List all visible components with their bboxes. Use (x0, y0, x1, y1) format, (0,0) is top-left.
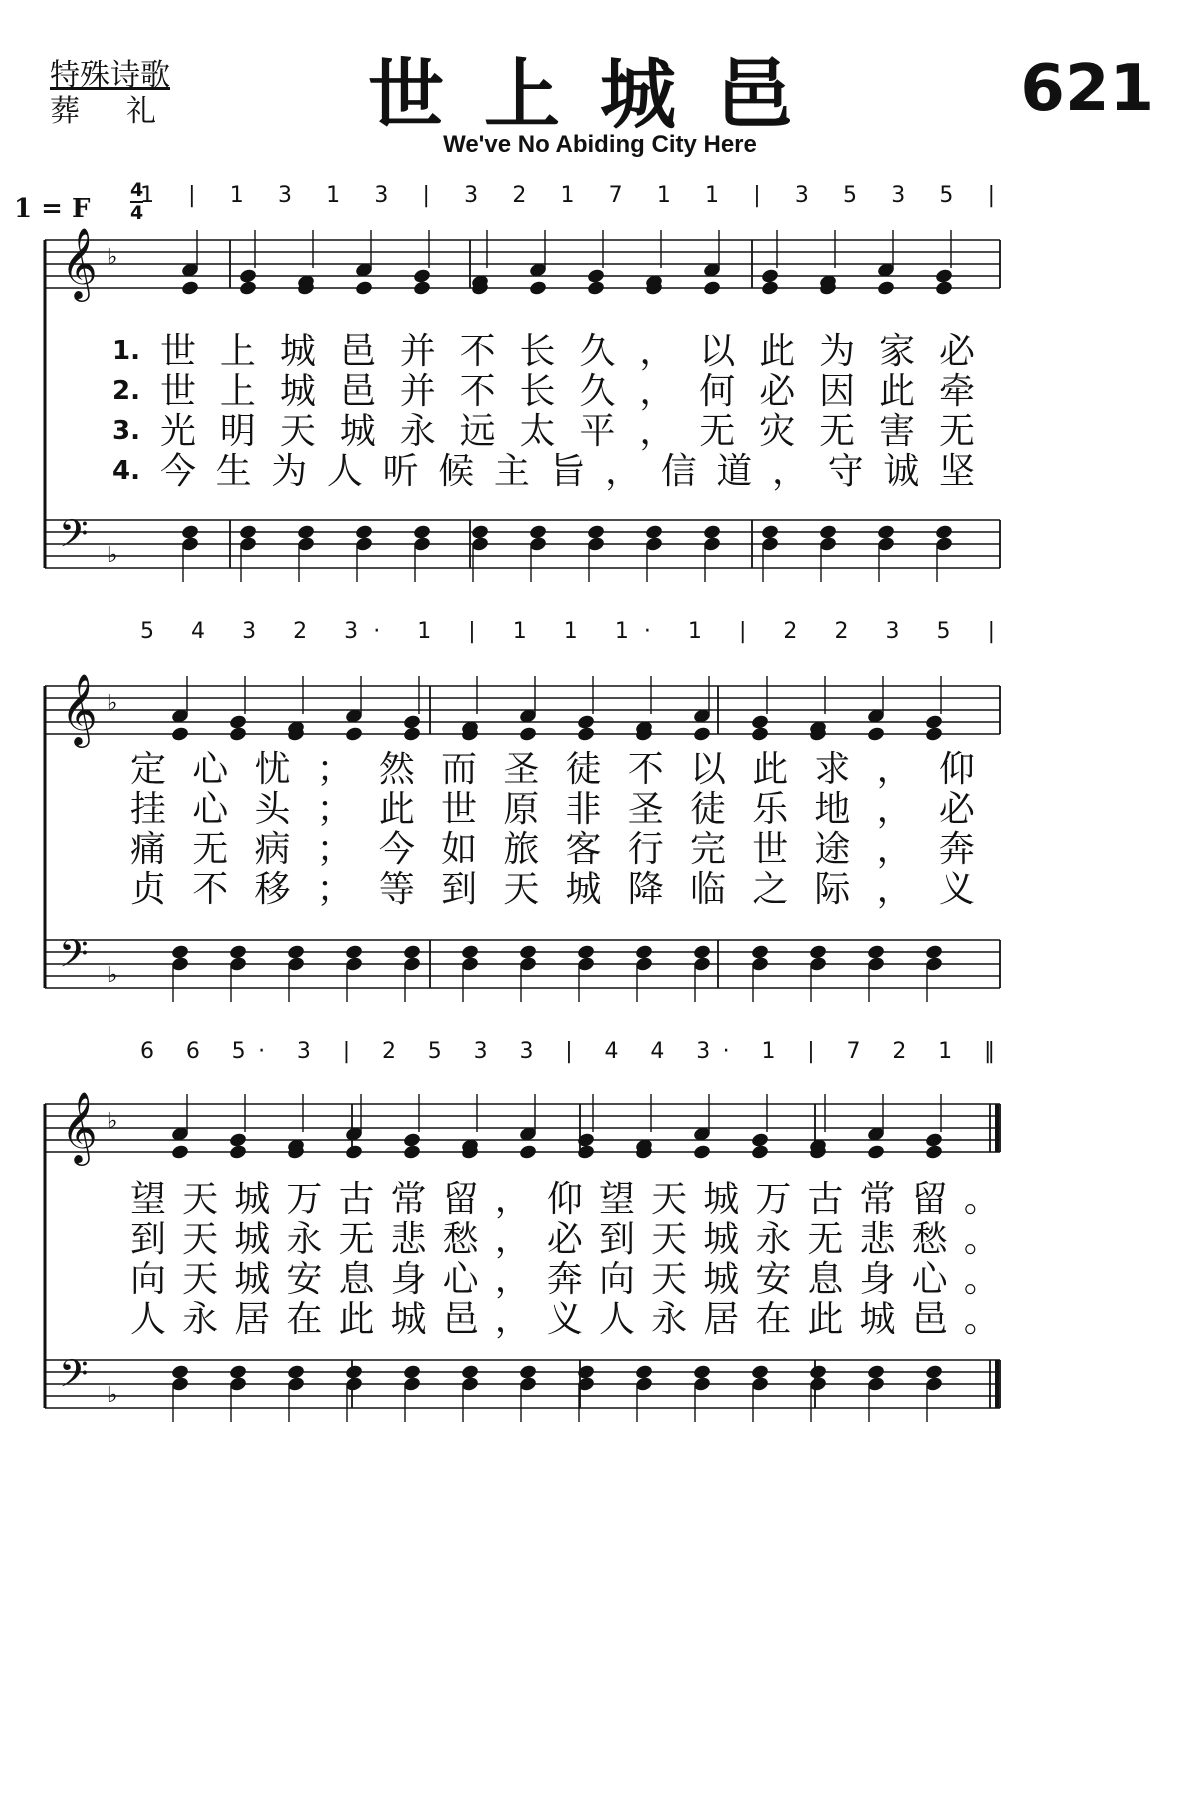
lyric-char: 牵 (938, 371, 975, 412)
lyric-line (130, 1218, 1000, 1262)
treble-note-head (344, 726, 363, 743)
lyric-char: ， (494, 1219, 531, 1260)
lyric-char: 永 (182, 1299, 219, 1340)
lyric-char: 道 (716, 451, 753, 492)
treble-note-head (876, 280, 895, 297)
lyric-char: ， (639, 411, 676, 452)
lyric-char: 城 (279, 331, 316, 372)
lyric-char: 义 (546, 1299, 583, 1340)
lyric-char: 安 (286, 1259, 323, 1300)
lyric-char: 世 (160, 371, 197, 412)
lyric-char: 奔 (938, 829, 975, 870)
lyric-char: 留 (442, 1179, 479, 1220)
treble-note-head (518, 1144, 537, 1161)
category-text: 特殊诗歌 (50, 58, 170, 93)
treble-note-head (750, 1144, 769, 1161)
lyric-char: ； (316, 829, 353, 870)
lyric-line (130, 828, 975, 872)
treble-note-head (760, 280, 779, 297)
lyric-char: ， (494, 1259, 531, 1300)
lyric-char: 坚 (938, 451, 975, 492)
lyric-char: 久 (579, 371, 616, 412)
lyric-char: 光 (160, 411, 197, 452)
treble-note-head (180, 280, 199, 297)
lyric-char: 无 (192, 829, 229, 870)
lyric-char: 太 (519, 411, 556, 452)
treble-note-head (866, 1144, 885, 1161)
lyric-char: 愁 (911, 1219, 948, 1260)
lyric-char: 城 (703, 1179, 740, 1220)
lyric-char: 诚 (883, 451, 920, 492)
lyric-char: 古 (338, 1179, 375, 1220)
lyric-char: 家 (879, 331, 916, 372)
lyric-char: 在 (286, 1299, 323, 1340)
lyric-char: 天 (182, 1219, 219, 1260)
lyric-char: 到 (598, 1219, 635, 1260)
lyric-char: 万 (286, 1179, 323, 1220)
lyric-line (130, 868, 975, 912)
lyric-char: 无 (819, 411, 856, 452)
lyric-char: 无 (338, 1219, 375, 1260)
lyric-char: 上 (219, 371, 256, 412)
jianpu-row: 6 6 5· 3 | 2 5 3 3 | 4 4 3· 1 | 7 2 1 ‖ (140, 1039, 995, 1064)
lyric-char: 主 (493, 451, 530, 492)
verse-number: 2. (112, 376, 140, 406)
lyric-char: 。 (963, 1299, 1000, 1340)
lyric-char: 世 (441, 789, 478, 830)
lyric-char: 听 (382, 451, 419, 492)
lyric-char: 求 (814, 749, 851, 790)
treble-note-head (238, 280, 257, 297)
lyric-char: 。 (963, 1219, 1000, 1260)
lyric-char: 向 (598, 1259, 635, 1300)
lyric-char: 徒 (565, 749, 602, 790)
lyric-char: 原 (503, 789, 540, 830)
lyric-char: 心 (911, 1259, 948, 1300)
lyric-char: 留 (911, 1179, 948, 1220)
lyric-char: 城 (234, 1219, 271, 1260)
lyric-char: 完 (689, 829, 726, 870)
lyric-char: 天 (279, 411, 316, 452)
lyric-char: 长 (519, 371, 556, 412)
verse-number: 4. (112, 456, 140, 486)
lyric-char: 为 (819, 331, 856, 372)
lyric-char: 息 (807, 1259, 844, 1300)
lyric-char: 世 (160, 331, 197, 372)
lyric-char: 心 (192, 789, 229, 830)
time-top: 4 (130, 179, 144, 201)
lyric-char: 向 (130, 1259, 167, 1300)
lyric-char: 在 (755, 1299, 792, 1340)
lyric-char: 望 (598, 1179, 635, 1220)
lyric-char: 常 (859, 1179, 896, 1220)
treble-note-head (228, 1144, 247, 1161)
treble-note-head (866, 726, 885, 743)
treble-note-head (528, 280, 547, 297)
lyric-char: 不 (192, 869, 229, 910)
lyric-char: 愁 (442, 1219, 479, 1260)
treble-note-head (692, 726, 711, 743)
treble-clef-icon: 𝄞 (61, 672, 98, 745)
lyric-char: 然 (378, 749, 415, 790)
flat-icon: ♭ (107, 691, 118, 716)
lyric-char: 永 (651, 1299, 688, 1340)
flat-icon: ♭ (107, 963, 118, 988)
lyric-char: 城 (234, 1179, 271, 1220)
lyric-char: ， (772, 451, 809, 492)
lyric-char: ， (876, 789, 913, 830)
lyric-char: 城 (390, 1299, 427, 1340)
lyric-char: 天 (182, 1179, 219, 1220)
lyric-char: 天 (503, 869, 540, 910)
lyric-char: 以 (699, 331, 736, 372)
lyric-char: 身 (859, 1259, 896, 1300)
lyric-char: ， (876, 869, 913, 910)
lyric-char: 。 (963, 1259, 1000, 1300)
lyric-char: 城 (279, 371, 316, 412)
lyric-char: 旨 (549, 451, 586, 492)
lyric-char: ； (316, 749, 353, 790)
lyric-char: 无 (938, 411, 975, 452)
flat-icon: ♭ (107, 543, 118, 568)
lyric-char: 际 (814, 869, 851, 910)
treble-note-head (228, 726, 247, 743)
lyric-char: 必 (938, 331, 975, 372)
treble-note-head (702, 280, 721, 297)
lyric-char: 今 (160, 451, 197, 492)
lyric-char: 痛 (130, 829, 167, 870)
lyric-char: 无 (699, 411, 736, 452)
lyric-char: 平 (579, 411, 616, 452)
lyric-char: 为 (271, 451, 308, 492)
treble-note-head (402, 1144, 421, 1161)
treble-note-head (518, 726, 537, 743)
lyric-char: 身 (390, 1259, 427, 1300)
time-bottom: 4 (130, 202, 144, 224)
lyric-char: 因 (819, 371, 856, 412)
lyric-char: 以 (689, 749, 726, 790)
lyric-char: 灾 (759, 411, 796, 452)
lyric-char: 城 (703, 1259, 740, 1300)
jianpu-row: 1 | 1 3 1 3 | 3 2 1 7 1 1 | 3 5 3 5 | (140, 183, 995, 208)
lyric-char: 守 (827, 451, 864, 492)
lyric-char: 病 (254, 829, 291, 870)
lyric-char: 生 (215, 451, 252, 492)
lyric-char: 此 (807, 1299, 844, 1340)
verse-number: 1. (112, 336, 140, 366)
lyric-char: 此 (752, 749, 789, 790)
lyric-char: 邑 (911, 1299, 948, 1340)
lyric-char: 必 (759, 371, 796, 412)
treble-note-head (170, 726, 189, 743)
lyric-char: 此 (759, 331, 796, 372)
lyric-char: 信 (660, 451, 697, 492)
lyric-line (130, 1258, 1000, 1302)
lyric-char: 而 (441, 749, 478, 790)
lyric-char: 万 (755, 1179, 792, 1220)
lyric-char: 旅 (503, 829, 540, 870)
lyric-char: 头 (254, 789, 291, 830)
lyric-char: 途 (814, 829, 851, 870)
lyric-char: 望 (130, 1179, 167, 1220)
lyric-char: 无 (807, 1219, 844, 1260)
lyric-line (160, 330, 975, 374)
lyric-char: 心 (442, 1259, 479, 1300)
lyric-char: ， (876, 829, 913, 870)
lyric-line (130, 1298, 1000, 1342)
lyric-char: 仰 (938, 749, 975, 790)
lyric-char: 天 (651, 1179, 688, 1220)
lyric-char: 之 (752, 869, 789, 910)
lyric-char: 永 (286, 1219, 323, 1260)
treble-note-head (692, 1144, 711, 1161)
lyric-char: 此 (338, 1299, 375, 1340)
lyric-char: 不 (459, 371, 496, 412)
lyric-char: 害 (879, 411, 916, 452)
lyric-char: 。 (963, 1179, 1000, 1220)
lyric-char: 城 (565, 869, 602, 910)
lyric-char: 明 (219, 411, 256, 452)
lyric-char: 居 (234, 1299, 271, 1340)
hymn-title: 世上城邑 (368, 50, 832, 139)
bass-clef-icon: 𝄢 (59, 511, 89, 565)
hymn-subtitle: We've No Abiding City Here (443, 131, 757, 158)
lyric-char: 人 (598, 1299, 635, 1340)
bass-clef-icon: 𝄢 (59, 1351, 89, 1405)
lyric-char: 息 (338, 1259, 375, 1300)
treble-clef-icon: 𝄞 (61, 1090, 98, 1163)
lyric-char: 远 (459, 411, 496, 452)
verse-number: 3. (112, 416, 140, 446)
lyric-char: 并 (399, 331, 436, 372)
treble-note-head (576, 726, 595, 743)
lyric-char: 并 (399, 371, 436, 412)
lyric-char: 候 (438, 451, 475, 492)
treble-note-head (354, 280, 373, 297)
treble-note-head (924, 726, 943, 743)
lyric-char: 此 (378, 789, 415, 830)
lyric-char: 忧 (254, 749, 291, 790)
lyric-char: 等 (378, 869, 415, 910)
lyric-char: 悲 (859, 1219, 896, 1260)
lyric-char: 徒 (689, 789, 726, 830)
lyric-char: 心 (192, 749, 229, 790)
lyric-char: 天 (182, 1259, 219, 1300)
subcategory-text: 葬礼 (50, 94, 202, 129)
lyric-char: 永 (755, 1219, 792, 1260)
lyric-char: 安 (755, 1259, 792, 1300)
lyric-char: 义 (938, 869, 975, 910)
flat-icon: ♭ (107, 245, 118, 270)
lyric-char: 上 (219, 331, 256, 372)
treble-clef-icon: 𝄞 (61, 226, 98, 299)
lyric-char: 城 (339, 411, 376, 452)
treble-note-head (586, 280, 605, 297)
lyric-char: 城 (703, 1219, 740, 1260)
lyric-char: 邑 (339, 331, 376, 372)
treble-note-head (750, 726, 769, 743)
treble-note-head (402, 726, 421, 743)
lyric-char: 移 (254, 869, 291, 910)
lyric-char: ， (605, 451, 642, 492)
lyric-char: 圣 (627, 789, 664, 830)
lyric-char: 居 (703, 1299, 740, 1340)
lyric-char: 非 (565, 789, 602, 830)
lyric-char: 客 (565, 829, 602, 870)
lyric-char: 永 (399, 411, 436, 452)
lyric-char: 定 (130, 749, 167, 790)
treble-note-head (412, 280, 431, 297)
lyric-char: 必 (546, 1219, 583, 1260)
lyric-char: 到 (130, 1219, 167, 1260)
lyric-char: ， (639, 331, 676, 372)
lyric-char: 何 (699, 371, 736, 412)
lyric-char: 城 (859, 1299, 896, 1340)
lyric-line (160, 450, 975, 494)
flat-icon: ♭ (107, 1383, 118, 1408)
lyric-char: 人 (130, 1299, 167, 1340)
lyric-char: 到 (441, 869, 478, 910)
treble-note-head (344, 1144, 363, 1161)
treble-note-head (170, 1144, 189, 1161)
lyric-char: ， (494, 1299, 531, 1340)
lyric-char: 乐 (752, 789, 789, 830)
flat-icon: ♭ (107, 1109, 118, 1134)
lyric-char: 世 (752, 829, 789, 870)
lyric-char: ； (316, 869, 353, 910)
lyric-line (130, 1178, 1000, 1222)
lyric-char: 降 (627, 869, 664, 910)
lyric-char: 圣 (503, 749, 540, 790)
lyric-char: 邑 (442, 1299, 479, 1340)
lyric-char: 行 (627, 829, 664, 870)
lyric-char: 常 (390, 1179, 427, 1220)
lyric-char: 天 (651, 1259, 688, 1300)
lyric-line (130, 748, 975, 792)
lyric-line (160, 410, 975, 454)
lyric-char: ； (316, 789, 353, 830)
jianpu-row: 5 4 3 2 3· 1 | 1 1 1· 1 | 2 2 3 5 | (140, 619, 996, 644)
lyric-char: 久 (579, 331, 616, 372)
lyric-char: 人 (326, 451, 363, 492)
lyric-char: 如 (441, 829, 478, 870)
lyric-char: 挂 (130, 789, 167, 830)
lyric-char: 贞 (130, 869, 167, 910)
key-signature-text: 1 = F (14, 194, 91, 224)
lyric-char: 天 (651, 1219, 688, 1260)
lyric-char: ， (494, 1179, 531, 1220)
lyric-char: 不 (459, 331, 496, 372)
lyric-line (130, 788, 975, 832)
lyric-char: 此 (879, 371, 916, 412)
treble-note-head (924, 1144, 943, 1161)
lyric-char: 长 (519, 331, 556, 372)
lyric-char: 地 (814, 789, 851, 830)
hymn-number: 621 (1020, 52, 1154, 126)
lyric-char: 城 (234, 1259, 271, 1300)
lyric-char: 悲 (390, 1219, 427, 1260)
lyric-line (160, 370, 975, 414)
lyric-char: 古 (807, 1179, 844, 1220)
lyric-char: 必 (938, 789, 975, 830)
lyric-char: 临 (689, 869, 726, 910)
lyric-char: ， (876, 749, 913, 790)
treble-note-head (934, 280, 953, 297)
lyric-char: ， (639, 371, 676, 412)
lyric-char: 仰 (546, 1179, 583, 1220)
lyric-char: 邑 (339, 371, 376, 412)
lyric-char: 不 (627, 749, 664, 790)
lyric-char: 奔 (546, 1259, 583, 1300)
bass-clef-icon: 𝄢 (59, 931, 89, 985)
lyric-char: 今 (378, 829, 415, 870)
